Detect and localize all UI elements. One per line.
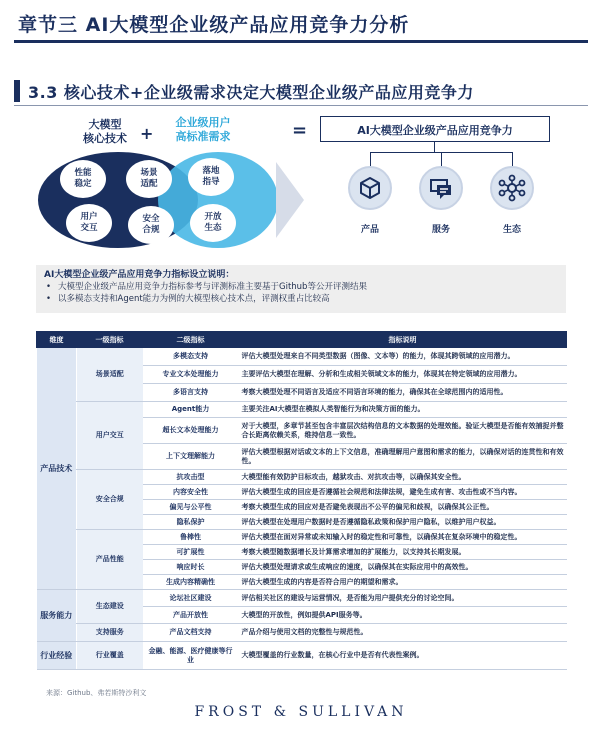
level2-cell: 多语言支持 [143,384,239,402]
level1-cell: 产品性能 [77,530,143,590]
section-rule [14,105,588,106]
bracket-mid [441,152,442,166]
description-cell: 评估大模型在处理用户数据时是否遵循隐私政策和保护用户隐私，以维护用户权益。 [239,515,567,530]
output-label-service: 服务 [431,225,450,235]
level2-cell: 生成内容精确性 [143,575,239,590]
description-cell: 评估大模型处理来自不同类型数据（图像、文本等）的能力，体现其跨领域的应用潜力。 [239,348,567,366]
header-level2: 二级指标 [143,332,239,348]
demand-label: 企业级用户 高标准需求 [175,116,231,143]
description-cell: 大模型能有效防护目标攻击，越狱攻击、对抗攻击等，以确保其安全性。 [239,470,567,485]
network-icon [490,166,534,210]
chevron-arrow [276,162,304,238]
level2-cell: 产品文档支持 [143,624,239,642]
level2-cell: Agent能力 [143,402,239,418]
description-cell: 考察大模型生成的回应对是否避免表现出不公平的偏见和歧视，以确保其公正性。 [239,500,567,515]
description-cell: 评估大模型生成的回应是否遵循社会规范和法律法规，避免生成有害、攻击性或不当内容。 [239,485,567,500]
table-row [37,530,567,545]
result-box [320,116,550,142]
notes-box [36,265,566,313]
level2-cell: 论坛社区建设 [143,590,239,607]
table-row [37,402,567,418]
level2-cell: 上下文理解能力 [143,444,239,470]
description-cell: 评估大模型生成的内容是否符合用户的期望和需求。 [239,575,567,590]
description-cell: 考察大模型随数据增长及计算需求增加的扩展能力，以支持其长期发展。 [239,545,567,560]
header-dimension: 维度 [37,332,77,348]
level2-cell: 产品开放性 [143,607,239,624]
level2-cell: 偏见与公平性 [143,500,239,515]
level1-cell: 用户交互 [77,402,143,470]
level2-cell: 金融、能源、医疗健康等行业 [143,642,239,670]
description-cell: 评估大模型根据对话或文本的上下文信息，准确理解用户意图和需求的能力，以确保对话的连贯性和有效性。 [239,444,567,470]
bubble-security: 安全 合规 [128,206,174,244]
bubble-interaction: 用户 交互 [66,204,112,242]
header-level1: 一级指标 [77,332,143,348]
chapter-title: 章节三 AI大模型企业级产品应用竞争力分析 [18,14,410,36]
dimension-cell: 行业经验 [37,642,77,670]
frost-sullivan-logo: FROST & SULLIVAN [194,704,408,720]
description-cell: 考察大模型处理不同语言及适应不同语言环境的能力，确保其在全球范围内的适用性。 [239,384,567,402]
output-label-product: 产品 [360,225,379,235]
bubble-ecosystem: 开放 生态 [190,204,236,242]
level2-cell: 多模态支持 [143,348,239,366]
level2-cell: 内容安全性 [143,485,239,500]
level2-cell: 响应时长 [143,560,239,575]
bubble-performance: 性能 稳定 [60,160,106,198]
level2-cell: 可扩展性 [143,545,239,560]
dimension-cell: 产品技术 [37,348,77,590]
description-cell: 大模型覆盖的行业数量，在核心行业中是否有代表性案例。 [239,642,567,670]
bracket-stem [434,142,435,152]
description-cell: 对于大模型，多章节甚至包含丰富层次结构信息的文本数据的处理效能。验证大模型是否能有效捕捉并整合长距离依赖关系，维持信息一致性。 [239,418,567,444]
indicator-table [36,331,567,670]
level1-cell: 生态建设 [77,590,143,624]
notes-heading: AI大模型企业级产品应用竞争力指标设立说明： [44,270,235,280]
description-cell: 评估相关社区的建设与运营情况，是否能为用户提供充分的讨论空间。 [239,590,567,607]
table-row [37,348,567,366]
bubble-guidance: 落地 指导 [188,158,234,196]
level1-cell: 场景适配 [77,348,143,402]
core-tech-label: 大模型 核心技术 [83,118,127,145]
header-description: 指标说明 [239,332,567,348]
notes-bullet: • 以多模态支持和Agent能力为例的大模型核心技术点，评测权重占比较高 [44,293,558,305]
chat-icon [419,166,463,210]
level2-cell: 超长文本处理能力 [143,418,239,444]
level1-cell: 行业覆盖 [77,642,143,670]
level1-cell: 支持服务 [77,624,143,642]
competitiveness-diagram [30,110,578,250]
level2-cell: 隐私保护 [143,515,239,530]
level2-cell: 抗攻击型 [143,470,239,485]
level2-cell: 鲁棒性 [143,530,239,545]
table-row [37,470,567,485]
table-header-row [37,332,567,348]
description-cell: 评估大模型在面对异常或未知输入时的稳定性和可靠性，以确保其在复杂环境中的稳定性。 [239,530,567,545]
source-note: 来源：Github、弗若斯特沙利文 [46,689,147,697]
section-bar [14,80,20,102]
notes-bullet: • 大模型企业级产品应用竞争力指标参考与评测标准主要基于Github等公开评测结果 [44,281,558,293]
plus-sign: + [140,124,154,143]
dimension-cell: 服务能力 [37,590,77,642]
description-cell: 大模型的开放性，例如提供API服务等。 [239,607,567,624]
table-row [37,642,567,670]
result-title: AI大模型企业级产品应用竞争力 [357,124,513,137]
table-row [37,590,567,607]
description-cell: 主要评估大模型在理解、分析和生成相关领域文本的能力，体现其在特定领域的应用潜力。 [239,366,567,384]
bubble-scenario: 场景 适配 [126,160,172,198]
section-title [14,80,588,102]
description-cell: 产品介绍与使用文档的完整性与规范性。 [239,624,567,642]
title-rule [14,40,588,43]
level1-cell: 安全合规 [77,470,143,530]
equals-sign: = [292,120,308,141]
section-title-text: 3.3 核心技术+企业级需求决定大模型企业级产品应用竞争力 [28,83,474,102]
cube-icon [348,166,392,210]
output-label-ecosystem: 生态 [502,225,521,235]
description-cell: 评估大模型处理请求或生成响应的速度，以确保其在实际应用中的高效性。 [239,560,567,575]
bracket-left [370,152,371,166]
description-cell: 主要关注AI大模型在模拟人类智能行为和决策方面的能力。 [239,402,567,418]
bracket-right [512,152,513,166]
level2-cell: 专业文本处理能力 [143,366,239,384]
table-row [37,624,567,642]
